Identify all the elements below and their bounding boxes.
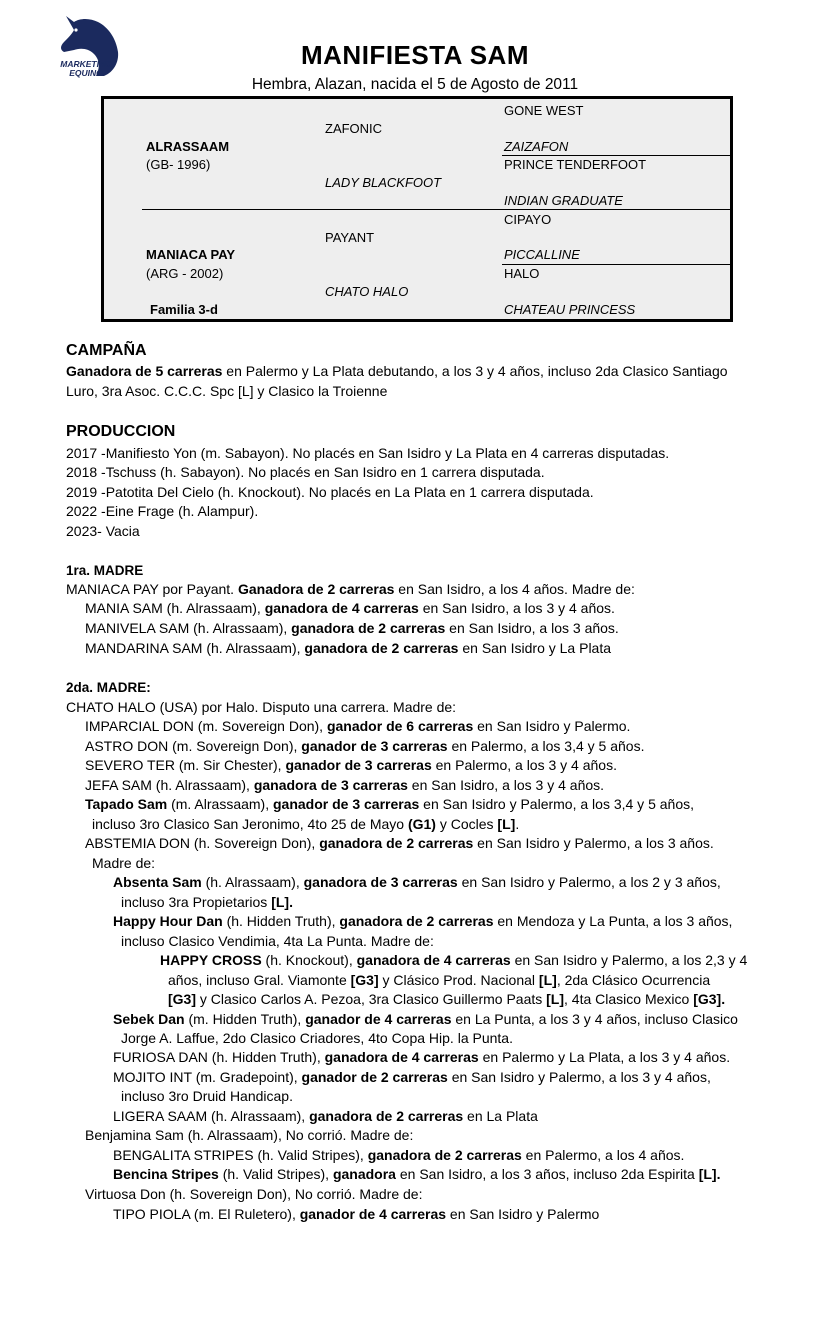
page-title: MANIFIESTA SAM [301, 40, 529, 70]
text-line [66, 382, 387, 401]
text-segment: en Palermo, a los 4 años. [521, 1147, 685, 1163]
text-segment: , 2da Clásico Ocurrencia [556, 972, 711, 988]
bold-text: ganadora de 4 carreras [324, 1049, 479, 1065]
text-segment: ASTRO DON (m. Sovereign Don), [85, 738, 302, 754]
bold-text: ganador de 3 carreras [273, 796, 420, 812]
bold-text: Ganadora de 5 carreras [66, 363, 223, 379]
text-line [85, 639, 611, 658]
bold-text: ganadora de 2 carreras [367, 1147, 522, 1163]
text-segment: en San Isidro, a los 3 y 4 años. [418, 600, 615, 616]
text-segment: incluso 3ra Propietarios [121, 894, 272, 910]
bold-text: ganador de 3 carreras [301, 738, 448, 754]
text-segment: TIPO PIOLA (m. El Ruletero), [113, 1206, 300, 1222]
text-line [66, 483, 594, 502]
text-line [121, 1029, 513, 1048]
text-segment: en Palermo y La Plata, a los 3 y 4 años. [478, 1049, 731, 1065]
text-segment: JEFA SAM (h. Alrassaam), [85, 777, 254, 793]
text-segment: MOJITO INT (m. Gradepoint), [113, 1069, 302, 1085]
text-segment: FURIOSA DAN (h. Hidden Truth), [113, 1049, 325, 1065]
bold-text: Tapado Sam [85, 796, 168, 812]
text-segment: en San Isidro y La Plata [458, 640, 612, 656]
text-segment: en Palermo, a los 3,4 y 5 años. [447, 738, 645, 754]
text-segment: en San Isidro y Palermo [446, 1206, 600, 1222]
pedigree-family: Familia 3-d [150, 302, 218, 317]
text-line [121, 932, 434, 951]
bold-text: ganadora de 2 carreras [319, 835, 474, 851]
text-line [66, 580, 635, 599]
text-line [168, 971, 710, 990]
text-line [121, 893, 293, 912]
text-line [113, 1010, 738, 1029]
text-line [85, 599, 615, 618]
pedigree-dam-sire-sire: CIPAYO [504, 212, 552, 227]
text-segment: incluso 3ro Druid Handicap. [121, 1088, 293, 1104]
text-segment: 2017 - [66, 445, 106, 461]
text-line [66, 698, 456, 717]
text-line [85, 737, 644, 756]
bold-text: Sebek Dan [113, 1011, 185, 1027]
text-line [113, 912, 732, 931]
text-line [113, 1068, 711, 1087]
text-segment: Eine Frage (h. Alampur). [105, 503, 259, 519]
bold-text: [L] [538, 972, 557, 988]
text-segment: en San Isidro y Palermo, a los 3 y 4 años, [447, 1069, 711, 1085]
pedigree-sire: ALRASSAAM [146, 139, 230, 154]
text-segment: CHATO HALO (USA) por Halo. Disputo una carrera. Madre de: [66, 699, 457, 715]
text-line [66, 444, 669, 463]
bold-text: ganadora de 2 carreras [304, 640, 459, 656]
text-segment: Jorge A. Laffue, 2do Clasico Criadores, 4to Copa Hip. la Punta. [121, 1030, 513, 1046]
pedigree-dam-sire-dam: PICCALLINE [504, 247, 580, 262]
text-segment: en Palermo, a los 3 y 4 años. [431, 757, 617, 773]
text-line [66, 522, 140, 541]
text-line [113, 1205, 599, 1224]
text-segment: LIGERA SAAM (h. Alrassaam), [113, 1108, 310, 1124]
text-segment: . [515, 816, 520, 832]
text-line [121, 1087, 293, 1106]
bold-text: [G3] [168, 991, 196, 1007]
text-segment: en San Isidro y Palermo. [473, 718, 631, 734]
text-segment: en La Plata [463, 1108, 538, 1124]
text-segment: 2022 - [66, 503, 106, 519]
bold-text: (G1) [407, 816, 436, 832]
text-line [85, 1185, 422, 1204]
bold-text: [L]. [271, 894, 293, 910]
pedigree-divider [502, 155, 730, 156]
text-segment: ABSTEMIA DON (h. Sovereign Don), [85, 835, 320, 851]
text-segment: MANDARINA SAM (h. Alrassaam), [85, 640, 305, 656]
text-segment: , 4ta Clasico Mexico [564, 991, 694, 1007]
pedigree-sire-sire-dam: ZAIZAFON [504, 139, 569, 154]
pedigree-table [101, 96, 733, 322]
bold-text: [G3] [350, 972, 379, 988]
bold-text: Absenta Sam [113, 874, 202, 890]
text-segment: MANIACA PAY por Payant. [66, 581, 238, 597]
text-segment: (h. Knockout), [261, 952, 357, 968]
section-produccion-title: PRODUCCION [66, 423, 176, 440]
bold-text: ganador de 4 carreras [299, 1206, 447, 1222]
pedigree-sire-dam-dam: INDIAN GRADUATE [504, 193, 623, 208]
text-segment: en San Isidro y Palermo, a los 3 años. [473, 835, 714, 851]
bold-text: [L]. [698, 1166, 721, 1182]
text-segment: y Clasico Carlos A. Pezoa, 3ra Clasico Guillermo Paats [196, 991, 547, 1007]
text-segment: en La Punta, a los 3 y 4 años, incluso Clasico [451, 1011, 738, 1027]
bold-text: ganadora de 2 carreras [339, 913, 494, 929]
page-subtitle: Hembra, Alazan, nacida el 5 de Agosto de 2011 [251, 76, 579, 93]
section-campana-title: CAMPAÑA [66, 342, 147, 359]
pedigree-dam-dam-dam: CHATEAU PRINCESS [504, 302, 636, 317]
text-segment: BENGALITA STRIPES (h. Valid Stripes), [113, 1147, 368, 1163]
text-segment: (m. Hidden Truth), [184, 1011, 306, 1027]
text-line [66, 463, 545, 482]
bold-text: ganador de 3 carreras [285, 757, 432, 773]
text-line [113, 873, 721, 892]
text-segment: SEVERO TER (m. Sir Chester), [85, 757, 286, 773]
text-line [92, 854, 155, 873]
pedigree-dam: MANIACA PAY [146, 247, 236, 262]
text-segment: Luro, 3ra Asoc. C.C.C. Spc [L] y Clasico la Troienne [66, 383, 388, 399]
bold-text: ganadora de 2 carreras [309, 1108, 464, 1124]
pedigree-divider [142, 209, 730, 210]
text-segment: (h. Hidden Truth), [222, 913, 340, 929]
bold-text: ganadora de 3 carreras [253, 777, 408, 793]
text-line [85, 756, 617, 775]
text-segment: Madre de: [92, 855, 156, 871]
text-line [85, 619, 619, 638]
text-segment: y Cocles [435, 816, 498, 832]
text-segment: (m. Alrassaam), [167, 796, 273, 812]
pedigree-divider [502, 264, 730, 265]
bold-text: HAPPY CROSS [160, 952, 262, 968]
text-segment: en San Isidro, a los 4 años. Madre de: [394, 581, 635, 597]
text-segment: incluso Clasico Vendimia, 4ta La Punta. Madre de: [121, 933, 434, 949]
bold-text: ganador de 6 carreras [326, 718, 474, 734]
text-line [85, 834, 714, 853]
text-line [85, 1126, 413, 1145]
text-segment: 2019 - [66, 484, 106, 500]
text-segment: y Clásico Prod. Nacional [378, 972, 539, 988]
text-line [113, 1107, 538, 1126]
bold-text: ganadora de 3 carreras [303, 874, 458, 890]
pedigree-dam-dam: CHATO HALO [325, 284, 409, 299]
text-segment: en San Isidro y Palermo, a los 2 y 3 años, [457, 874, 721, 890]
text-segment: Manifiesto Yon (m. Sabayon). No placés en San Isidro y La Plata en 4 carreras disputadas. [105, 445, 670, 461]
bold-text: ganador de 4 carreras [305, 1011, 452, 1027]
text-segment: Patotita Del Cielo (h. Knockout). No placés en La Plata en 1 carrera disputada. [105, 484, 594, 500]
pedigree-sire-sire-sire: GONE WEST [504, 103, 584, 118]
text-line [85, 776, 604, 795]
text-segment: incluso 3ro Clasico San Jeronimo, 4to 25 de Mayo [92, 816, 408, 832]
text-line [85, 717, 630, 736]
text-line [66, 502, 258, 521]
bold-text: Bencina Stripes [113, 1166, 219, 1182]
text-line [168, 990, 725, 1009]
pedigree-sire-sire: ZAFONIC [325, 121, 383, 136]
section-madre2-title: 2da. MADRE: [66, 680, 151, 695]
bold-text: ganador de 2 carreras [301, 1069, 448, 1085]
text-segment: 2018 - [66, 464, 106, 480]
text-segment: en San Isidro, a los 3 años. [445, 620, 619, 636]
logo-line1: MARKETING [60, 59, 112, 69]
text-line [66, 362, 728, 381]
text-segment: 2023- Vacia [66, 523, 140, 539]
text-segment: en Palermo y La Plata debutando, a los 3 y 4 años, incluso 2da Clasico Santiago [222, 363, 728, 379]
text-segment: años, incluso Gral. Viamonte [168, 972, 351, 988]
bold-text: ganadora de 4 carreras [356, 952, 511, 968]
text-segment: Benjamina Sam (h. Alrassaam), No corrió. Madre de: [85, 1127, 414, 1143]
bold-text: ganadora de 2 carreras [291, 620, 446, 636]
text-segment: MANIVELA SAM (h. Alrassaam), [85, 620, 292, 636]
section-madre1-title: 1ra. MADRE [66, 563, 144, 578]
bold-text: ganadora [332, 1166, 396, 1182]
bold-text: Happy Hour Dan [113, 913, 223, 929]
pedigree-dam-sire: PAYANT [325, 230, 375, 245]
text-segment: en Mendoza y La Punta, a los 3 años, [493, 913, 733, 929]
text-segment: MANIA SAM (h. Alrassaam), [85, 600, 265, 616]
bold-text: [G3]. [693, 991, 726, 1007]
text-line [92, 815, 519, 834]
bold-text: ganadora de 4 carreras [264, 600, 419, 616]
text-segment: en San Isidro y Palermo, a los 3,4 y 5 años, [419, 796, 694, 812]
bold-text: Ganadora de 2 carreras [237, 581, 395, 597]
text-segment: en San Isidro, a los 3 años, incluso 2da Espirita [395, 1166, 699, 1182]
text-segment: IMPARCIAL DON (m. Sovereign Don), [85, 718, 327, 734]
text-segment: (h. Valid Stripes), [218, 1166, 333, 1182]
bold-text: [L] [546, 991, 565, 1007]
text-line [113, 1048, 730, 1067]
pedigree-sire-dam-sire: PRINCE TENDERFOOT [504, 157, 647, 172]
text-segment: Tschuss (h. Sabayon). No placés en San Isidro en 1 carrera disputada. [105, 464, 545, 480]
pedigree-dam-dam-sire: HALO [504, 266, 540, 281]
pedigree-sire-dam: LADY BLACKFOOT [325, 175, 442, 190]
bold-text: [L] [497, 816, 516, 832]
text-segment: en San Isidro, a los 3 y 4 años. [407, 777, 605, 793]
pedigree-sire-info: (GB- 1996) [146, 157, 211, 172]
text-segment: (h. Alrassaam), [201, 874, 304, 890]
pedigree-dam-info: (ARG - 2002) [146, 266, 224, 281]
text-line [160, 951, 747, 970]
text-segment: en San Isidro y Palermo, a los 2,3 y 4 [510, 952, 748, 968]
text-segment: Virtuosa Don (h. Sovereign Don), No corrió. Madre de: [85, 1186, 423, 1202]
logo-line2: EQUINO [69, 68, 103, 78]
text-line [85, 795, 694, 814]
text-line [113, 1165, 720, 1184]
text-line [113, 1146, 684, 1165]
